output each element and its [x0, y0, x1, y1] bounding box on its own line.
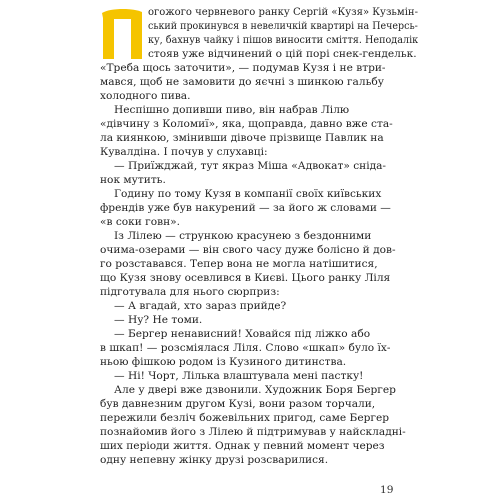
text-line: нок мутить.: [100, 174, 166, 186]
text-line: познайомив його з Лілею й підтримував у найскладні-: [100, 426, 406, 438]
text-line: мався, щоб не замовити до яєчні з шинкою гальбу: [100, 76, 384, 88]
text-line: Неспішно допивши пиво, він набрав Лілю: [114, 104, 350, 116]
page-number: 19: [380, 484, 394, 496]
text-line: френдів уже був накурений — за його ж словами —: [100, 202, 391, 214]
text-line: Але у двері вже дзвонили. Художник Боря Бергер: [114, 384, 396, 396]
text-line: огожого червневого ранку Сергій «Кузя» Кузьмін-: [148, 6, 418, 18]
text-line: «в соки говн».: [100, 216, 180, 228]
text-line: був давнезним другом Кузі, вони разом торчали,: [100, 398, 376, 410]
text-line: очима-озерами — він свого часу дуже болісно й дов-: [100, 244, 396, 256]
text-line: ський прокинувся в невеличкій квартирі на Печерсь-: [148, 20, 418, 32]
text-line: ших періоди життя. Однак у певний момент через: [100, 440, 385, 452]
text-line: що Кузя знову осевлився в Києві. Цього ранку Ліля: [100, 272, 391, 284]
text-line: пережили безліч божевільних пригод, саме Бергер: [100, 412, 389, 424]
text-line: — Ну? Не томи.: [114, 314, 203, 326]
text-line: холодного пива.: [100, 90, 191, 102]
text-line: — Приїжджай, тут якраз Міша «Адвокат» сніда-: [114, 160, 387, 172]
text-line: «Треба щось заточити», — подумав Кузя і не втри-: [100, 62, 386, 74]
text-line: стояв уже відчинений о цій порі снек-гендельк.: [148, 48, 417, 60]
text-line: в шкап! — розсміялася Ліля. Слово «шкап» було їх-: [100, 342, 391, 354]
text-line: підготувала для нього сюрприз:: [100, 286, 280, 298]
text-line: — А вгадай, хто зараз прийде?: [114, 300, 287, 312]
text-line: — Бергер ненависний! Ховайся під ліжко або: [114, 328, 371, 340]
text-line: Годину по тому Кузя в компанії своїх київських: [114, 188, 382, 200]
text-line: — Ні! Чорт, Лілька влаштувала мені пастку!: [114, 370, 364, 382]
text-line: одну непевну жінку друзі розсварилися.: [100, 454, 329, 466]
text-line: Кувалдіна. І почув у слухавці:: [100, 146, 268, 158]
text-line: го розставався. Тепер вона не могла натішитися,: [100, 258, 378, 270]
text-line: Із Лілею — стрункою красунею з бездонними: [114, 230, 372, 242]
text-line: «дівчину з Коломиї», яка, щоправда, давно вже ста-: [100, 118, 393, 130]
text-line: ку, бахнув чайку і пішов виносити сміття. Неподалік: [148, 34, 419, 46]
text-line: ньою фішкою родом із Кузиного дитинства.: [100, 356, 347, 368]
text-line: ла киянкою, змінивши дівоче прізвище Павлик на: [100, 132, 384, 144]
